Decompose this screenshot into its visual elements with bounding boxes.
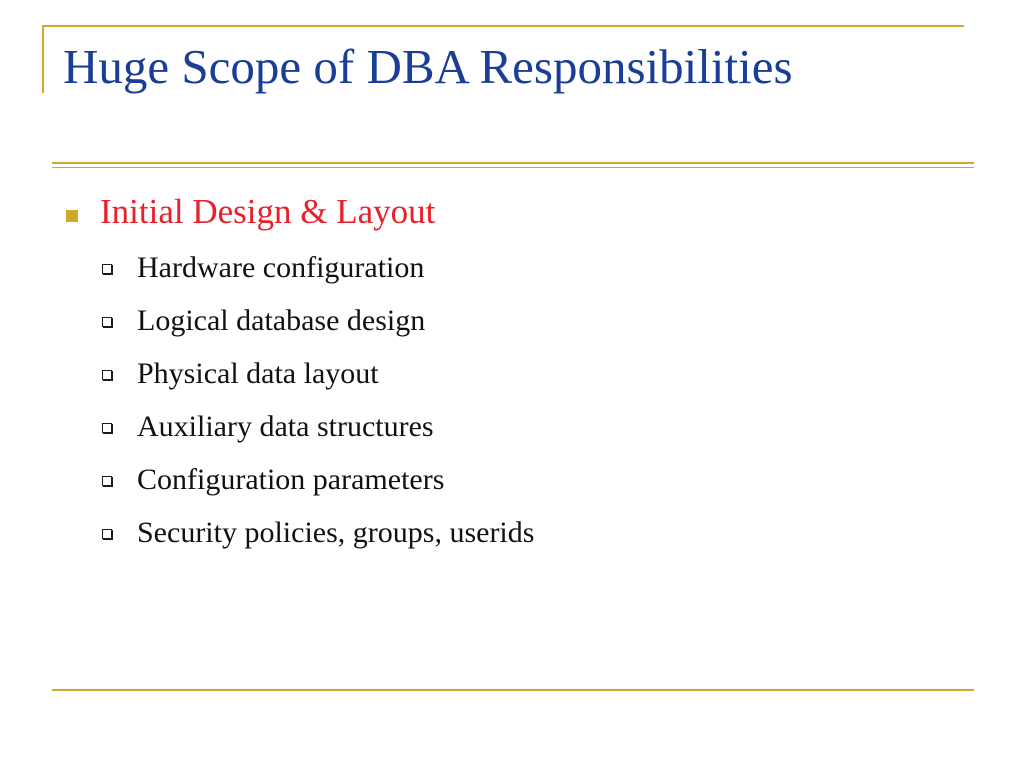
title-divider-upper — [52, 162, 974, 164]
sub-point-label: Physical data layout — [137, 357, 379, 390]
sub-point-label: Auxiliary data structures — [137, 410, 434, 443]
hollow-square-bullet-icon — [102, 423, 112, 433]
title-divider-lower — [52, 167, 974, 168]
main-point-heading: Initial Design & Layout — [100, 192, 436, 231]
hollow-square-bullet-icon — [102, 317, 112, 327]
sub-point-label: Security policies, groups, userids — [137, 516, 535, 549]
slide-title: Huge Scope of DBA Responsibilities — [63, 39, 793, 94]
sub-point-label: Hardware configuration — [137, 251, 425, 284]
sub-point-label: Configuration parameters — [137, 463, 445, 496]
square-bullet-icon — [66, 210, 78, 222]
sub-point-label: Logical database design — [137, 304, 426, 337]
hollow-square-bullet-icon — [102, 264, 112, 274]
hollow-square-bullet-icon — [102, 529, 112, 539]
title-frame-left-line — [42, 25, 44, 93]
title-frame-top-line — [42, 25, 964, 27]
hollow-square-bullet-icon — [102, 476, 112, 486]
hollow-square-bullet-icon — [102, 370, 112, 380]
footer-divider — [52, 689, 974, 691]
